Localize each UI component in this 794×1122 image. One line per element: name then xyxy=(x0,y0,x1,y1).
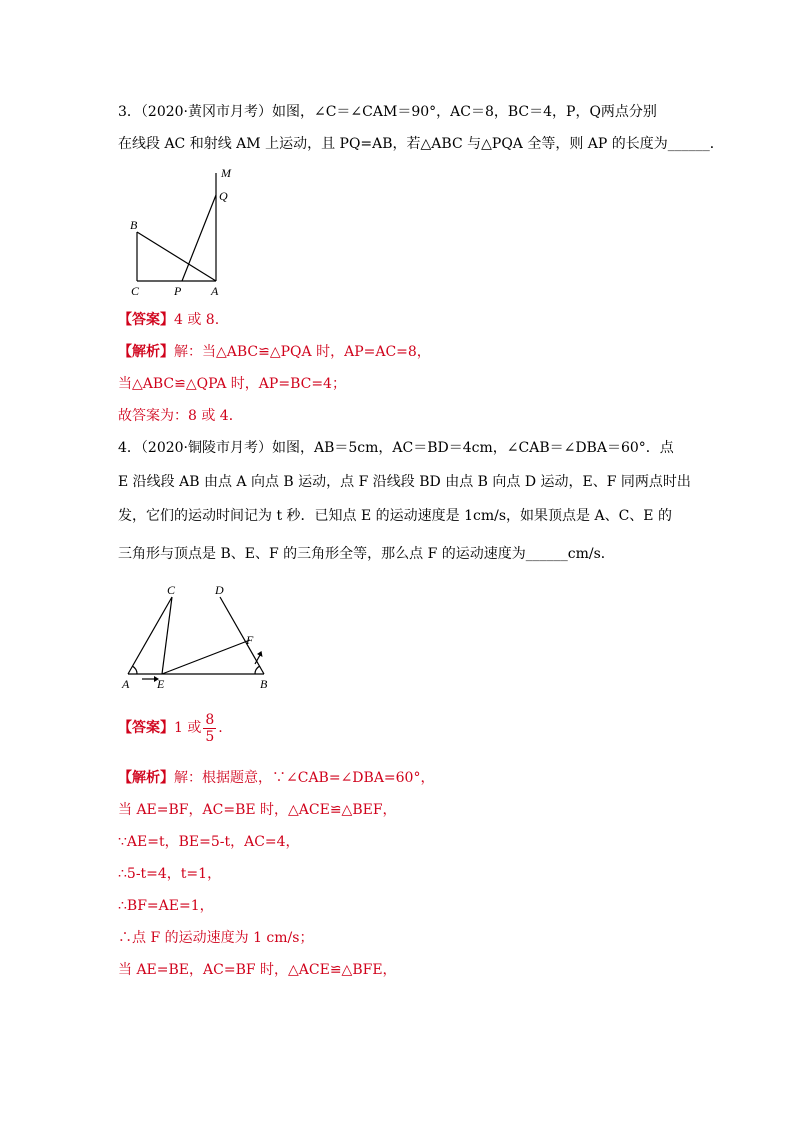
angle-b-arc xyxy=(255,666,260,674)
q3-stem-line1: 3．（2020·黄冈市月考）如图，∠C＝∠CAM＝90°，AC＝8，BC＝4，P，Q两点分别 xyxy=(118,104,657,120)
q4-stem-line2: E 沿线段 AB 由点 A 向点 B 运动，点 F 沿线段 BD 由点 B 向点 D 运动，E、F 同两点时出 xyxy=(118,474,691,490)
q4-answer-fraction xyxy=(203,712,216,745)
label-e: E xyxy=(157,677,165,691)
fraction-numerator: 8 xyxy=(205,711,215,728)
label-b: B xyxy=(130,218,138,232)
q4-answer-suffix: . xyxy=(218,720,223,736)
label-f: F xyxy=(246,633,254,647)
q4-analysis-line7: 当 AE=BE，AC=BF 时，△ACE≌△BFE， xyxy=(118,962,397,978)
q3-analysis-tag: 【解析】 xyxy=(118,344,174,360)
q4-figure xyxy=(118,582,278,692)
label-c: C xyxy=(131,284,140,298)
q3-answer-tag: 【答案】 xyxy=(118,312,174,328)
q4-analysis-line3: ∵AE=t，BE=5-t，AC=4， xyxy=(118,834,300,850)
segment-ac xyxy=(128,597,172,674)
q4-analysis-line6: ∴点 F 的运动速度为 1 cm/s； xyxy=(118,930,314,946)
q4-answer xyxy=(118,710,223,746)
label-a: A xyxy=(122,677,130,691)
q4-analysis-tag: 【解析】 xyxy=(118,770,174,786)
label-d: D xyxy=(215,583,224,597)
q3-analysis-line1 xyxy=(118,342,431,362)
q3-figure xyxy=(125,163,240,298)
q3-analysis-line2: 当△ABC≌△QPA 时，AP=BC=4； xyxy=(118,376,346,392)
angle-a-arc xyxy=(133,666,138,674)
segment-ef xyxy=(162,640,250,674)
label-c: C xyxy=(167,583,176,597)
q4-analysis-line1 xyxy=(118,768,434,788)
segment-ba xyxy=(137,232,216,281)
label-b: B xyxy=(260,677,268,691)
q4-analysis-text1: 解：根据题意，∵∠CAB=∠DBA=60°， xyxy=(174,770,435,786)
q4-analysis-line5: ∴BF=AE=1， xyxy=(118,898,214,914)
segment-ce xyxy=(162,597,172,674)
q3-analysis-text1: 解：当△ABC≌△PQA 时，AP=AC=8， xyxy=(174,344,431,360)
q3-answer-text: 4 或 8. xyxy=(174,312,220,328)
q4-stem-line3: 发，它们的运动时间记为 t 秒．已知点 E 的运动速度是 1cm/s，如果顶点是 A、C、E 的 xyxy=(118,508,672,524)
q4-answer-prefix: 1 或 xyxy=(174,720,202,736)
label-m: M xyxy=(221,166,231,180)
segment-bd xyxy=(220,597,264,674)
q4-analysis-line2: 当 AE=BF，AC=BE 时，△ACE≌△BEF， xyxy=(118,802,397,818)
q4-answer-tag: 【答案】 xyxy=(118,720,174,736)
label-a: A xyxy=(211,284,219,298)
q4-stem-line4: 三角形与顶点是 B、E、F 的三角形全等，那么点 F 的运动速度为______cm/s． xyxy=(118,546,615,562)
q4-analysis-line4: ∴5-t=4，t=1， xyxy=(118,866,222,882)
q3-analysis-line3: 故答案为：8 或 4． xyxy=(118,408,243,424)
segment-pq xyxy=(182,195,216,281)
label-q: Q xyxy=(219,189,228,203)
label-p: P xyxy=(174,284,182,298)
q4-stem-line1: 4．（2020·铜陵市月考）如图，AB＝5cm，AC＝BD＝4cm，∠CAB＝∠DBA＝60°．点 xyxy=(118,440,674,456)
q3-answer xyxy=(118,310,219,330)
q3-stem-line2: 在线段 AC 和射线 AM 上运动，且 PQ=AB，若△ABC 与△PQA 全等，则 AP 的长度为______． xyxy=(118,136,724,152)
fraction-denominator: 5 xyxy=(205,728,215,745)
